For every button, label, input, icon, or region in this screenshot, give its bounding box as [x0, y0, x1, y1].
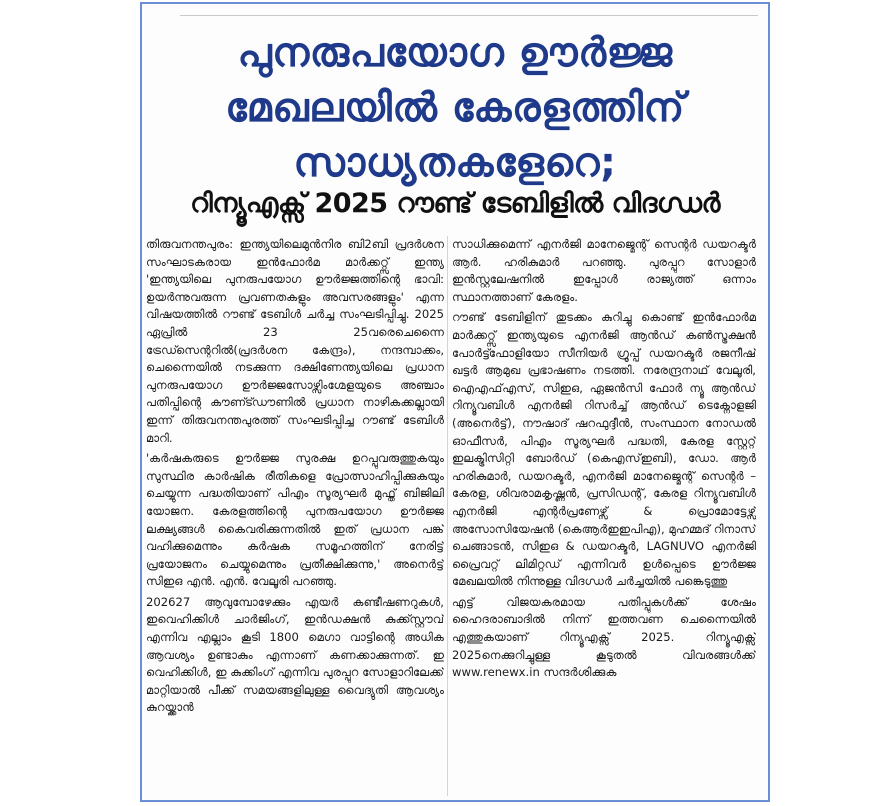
paragraph: 'കർഷകരുടെ ഊർജ്ജ സുരക്ഷ ഉറപ്പുവരുത്തുകയും സുസ്ഥിര കാർഷിക രീതികളെ പ്രോത്സാഹിപ്പിക്കുകയും ചെയ്യുന്ന പദ്ധതിയാണ് പിഎം സൂര്യഘർ മുഫ്ത് ബിജിലി യോജന. കേരളത്തിന്റെ പുനരുപയോഗ ഊർജ്ജ ലക്ഷ്യങ്ങൾ കൈവരിക്കുന്നതിൽ ഇത് പ്രധാന പങ്ക് വഹിക്കുമെന്നും കർഷക സമൂഹത്തിന് നേരിട്ട് പ്രയോജനം ചെയ്യുമെന്നും പ്രതീക്ഷിക്കുന്നു,' അനെർട്ട് സിഇഒ എൻ. എൻ. വേലൂരി പറഞ്ഞു. [146, 451, 444, 589]
top-rule [180, 15, 758, 16]
paragraph: എട്ട് വിജയകരമായ പതിപ്പുകൾക്ക് ശേഷം ഹൈദരാബാദിൽ നിന്ന് ഇത്തവണ ചെന്നൈയിൽ എത്തുകയാണ് റിന്യൂഎക്സ് 2025. റിന്യൂഎക്സ് 2025നെക്കുറിച്ചുള്ള കൂടുതൽ വിവരങ്ങൾക്ക് www.renewx.in സന്ദർശിക്കുക [452, 594, 756, 680]
headline: പുനരുപയോഗ ഊർജ്ജ മേഖലയിൽ കേരളത്തിന് സാധ്യതകളേറെ; [225, 30, 685, 186]
subheadline: റിന്യൂഎക്സ് 2025 റൗണ്ട് ടേബിളിൽ വിദഗ്ധർ [190, 188, 720, 219]
paragraph: 202627 ആവുമ്പോഴേക്കും എയർ കണ്ടീഷണറുകൾ, ഇവെഹിക്കിൾ ചാർജിംഗ്, ഇൻഡക്ഷൻ കുക്ക്സ്റ്റൗവ് എന്നിവ എല്ലാം കൂടി 1800 മെഗാ വാട്ടിന്റെ അധിക ആവശ്യം ഉണ്ടാകും എന്നാണ് കണക്കാക്കുന്നത്. ഇ വെഹിക്കിൾ, ഇ കുക്കിംഗ് എന്നിവ പുരപ്പുറ സോളാറിലേക്ക് മാറ്റിയാൽ പീക്ക് സമയങ്ങളിലുള്ള വൈദ്യുതി ആവശ്യം കുറയ്ക്കാൻ [146, 594, 444, 715]
news-clipping [140, 2, 770, 802]
paragraph: സാധിക്കുമെന്ന് എനർജി മാനേജ്മെന്റ് സെന്റർ ഡയറക്ടർ ആർ. ഹരികുമാർ പറഞ്ഞു. പുരപ്പുറ സോളാർ ഇൻസ്റ്റലേഷനിൽ ഇപ്പോൾ രാജ്യത്ത് ഒന്നാം സ്ഥാനത്താണ് കേരളം. [452, 237, 756, 304]
paragraph: തിരുവനന്തപുരം: ഇന്ത്യയിലെമുൻനിര ബി2ബി പ്രദർശന സംഘാടകരായ ഇൻഫോർമ മാർക്കറ്റ്സ് ഇന്ത്യ 'ഇന്ത്യയിലെ പുനരുപയോഗ ഊർജ്ജത്തിന്റെ ഭാവി: ഉയർന്നുവരുന്ന പ്രവണതകളും അവസരങ്ങളും' എന്ന വിഷയത്തിൽ റൗണ്ട് ടേബിൾ ചർച്ച സംഘടിപ്പിച്ചു. 2025 ഏപ്രിൽ 23 25വരെചെന്നൈ ട്രേഡ്സെന്ററിൽ(പ്രദർശന കേന്ദ്രം), നന്ദമ്പാക്കം, ചെന്നൈയിൽ നടക്കുന്ന ദക്ഷിണേന്ത്യയിലെ പ്രധാന പുനരുപയോഗ ഊർജ്ജസോഴ്സിംഗ്മേളയുടെ അഞ്ചാം പതിപ്പിന്റെ കൗണ്ട്ഡൗണിൽ പ്രധാന നാഴികക്കല്ലായി ഇന്ന് തിരുവനന്തപുരത്ത് സംഘടിപ്പിച്ച റൗണ്ട് ടേബിൾ മാറി. [146, 237, 444, 445]
right-column [452, 236, 756, 802]
paragraph: റൗണ്ട് ടേബിളിന് തുടക്കം കുറിച്ചു കൊണ്ട് ഇൻഫോർമ മാർക്കറ്റ്സ് ഇന്ത്യയുടെ എനർജി ആൻഡ് കൺസ്ട്രക്ഷൻ പോർട്ട്ഫോളിയോ സീനിയർ ഗ്രൂപ്പ് ഡയറക്ടർ രജനീഷ് ഖട്ടർ ആമുഖ പ്രഭാഷണം നടത്തി. നരേന്ദ്രനാഥ് വേലൂരി, ഐഎഫ്എസ്, സിഇഒ, ഏജൻസി ഫോർ ന്യൂ ആൻഡ് റിന്യൂവബിൾ എനർജി റിസർച്ച് ആൻഡ് ടെക്നോളജി (അനെർട്ട്), നൗഷാദ് ഷറഫുദ്ദീൻ, സംസ്ഥാന നോഡൽ ഓഫീസർ, പിഎം സൂര്യഘർ പദ്ധതി, കേരള സ്റ്റേറ്റ് ഇലക്ട്രിസിറ്റി ബോർഡ് (കെഎസ്ഇബി), ഡോ. ആർ ഹരികുമാർ, ഡയറക്ടർ, എനർജി മാനേജ്മെന്റ് സെന്റർ – കേരള, ശിവരാമകൃഷ്ണൻ, പ്രസിഡന്റ്, കേരള റിന്യൂവബിൾ എനർജി എന്റർപ്രണേഴ്സ് & പ്രൊമോട്ടേഴ്സ് അസോസിയേഷൻ (കെആർഇഇപിഎ), മുഹമ്മദ് റിനാസ് ചെങ്ങാടൻ, സിഇഒ & ഡയറക്ടർ, LAGNUVO എനർജി പ്രൈവറ്റ് ലിമിറ്റഡ് എന്നിവർ ഉൾപ്പെടെ ഊർജ്ജ മേഖലയിൽ നിന്നുള്ള വിദഗ്ധർ ചർച്ചയിൽ പങ്കെടുത്തു [452, 310, 756, 589]
left-column [146, 236, 444, 802]
column-divider [447, 236, 448, 796]
